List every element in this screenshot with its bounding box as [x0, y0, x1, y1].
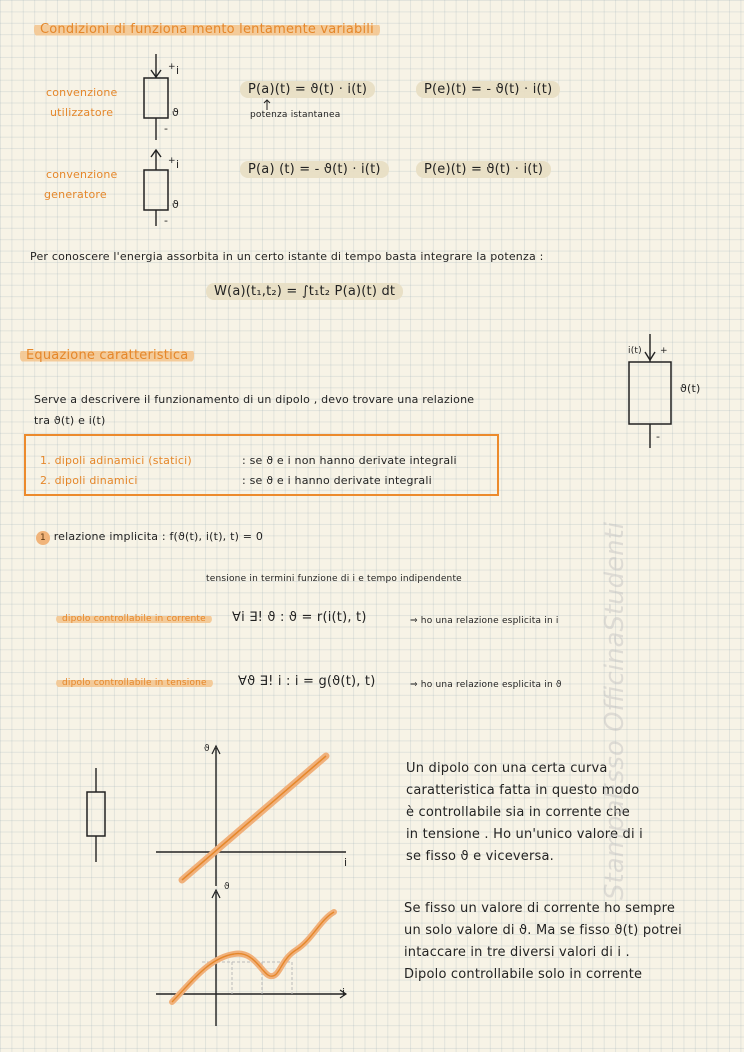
- item1-label: 1. dipoli adinamici (statici): [40, 454, 192, 467]
- section-line1: Serve a descrivere il funzionamento di un dipolo , devo trovare una relazione: [34, 393, 475, 406]
- graph2-description: Se fisso un valore di corrente ho sempre un solo valore di ϑ. Ma se fisso ϑ(t) potrei intaccare in tre diversi valori di i . Dipolo controllabile solo in corrente: [404, 901, 682, 982]
- user-current: i: [176, 64, 180, 77]
- graph1-x-label: i: [344, 856, 348, 869]
- gen-convention-label-2: generatore: [44, 188, 107, 201]
- user-pa-formula: P(a)(t) = ϑ(t) · i(t): [240, 82, 375, 97]
- voltage-ctrl-label: dipolo controllabile in tensione: [56, 678, 213, 688]
- user-convention-label-2: utilizzatore: [50, 106, 114, 119]
- number-badge: 1: [36, 531, 50, 545]
- side-current: i(t): [628, 346, 642, 356]
- item2-label: 2. dipoli dinamici: [40, 474, 138, 487]
- graph2-y-label: ϑ: [224, 882, 230, 892]
- implicit-note: tensione in termini funzione di i e tempo indipendente: [206, 574, 462, 584]
- side-minus: -: [656, 430, 661, 443]
- side-plus: +: [660, 346, 668, 356]
- current-ctrl-note: ⇒ ho una relazione esplicita in i: [410, 616, 559, 626]
- gen-pa-formula: P(a) (t) = - ϑ(t) · i(t): [240, 162, 389, 177]
- gen-convention-label: convenzione: [46, 168, 118, 181]
- watermark: StampaEsso OfficinaStudenti: [600, 521, 630, 900]
- nonlinear-characteristic-graph: [150, 880, 360, 1030]
- user-voltage: ϑ: [172, 106, 180, 119]
- current-ctrl-label: dipolo controllabile in corrente: [56, 614, 212, 624]
- gen-pe-formula: P(e)(t) = ϑ(t) · i(t): [416, 162, 551, 177]
- user-convention-label: convenzione: [46, 86, 118, 99]
- current-ctrl-formula: ∀i ∃! ϑ : ϑ = r(i(t), t): [232, 610, 367, 625]
- gen-minus: -: [164, 214, 169, 227]
- user-plus: +: [168, 62, 176, 72]
- user-pe-formula: P(e)(t) = - ϑ(t) · i(t): [416, 82, 560, 97]
- energy-sentence: Per conoscere l'energia assorbita in un certo istante di tempo basta integrare la potenza :: [30, 250, 544, 263]
- gen-voltage: ϑ: [172, 198, 180, 211]
- page-title: Condizioni di funziona mento lentamente variabili: [34, 22, 380, 37]
- power-note: potenza istantanea: [250, 110, 341, 120]
- gen-plus: +: [168, 156, 176, 166]
- resistor-symbol: [84, 768, 108, 864]
- side-voltage: ϑ(t): [680, 382, 701, 395]
- user-minus: -: [164, 122, 169, 135]
- graph1-description: Un dipolo con una certa curva caratteristica fatta in questo modo è controllabile sia in corrente che in tensione . Ho un'unico valore di i se fisso ϑ e viceversa.: [406, 761, 643, 864]
- item2-text: : se ϑ e i hanno derivate integrali: [242, 474, 432, 487]
- voltage-ctrl-formula: ∀ϑ ∃! i : i = g(ϑ(t), t): [238, 674, 376, 689]
- implicit-relation: [36, 530, 263, 545]
- voltage-ctrl-note: ⇒ ho una relazione esplicita in ϑ: [410, 680, 562, 690]
- linear-characteristic-graph: [150, 740, 360, 890]
- section-title: Equazione caratteristica: [20, 348, 194, 363]
- graph1-y-label: ϑ: [204, 744, 210, 754]
- energy-formula: W(a)(t₁,t₂) = ∫t₁t₂ P(a)(t) dt: [206, 284, 403, 299]
- item1-text: : se ϑ e i non hanno derivate integrali: [242, 454, 457, 467]
- graph2-x-label: i: [342, 986, 346, 999]
- section-line2: tra ϑ(t) e i(t): [34, 414, 106, 427]
- gen-current: i: [176, 158, 180, 171]
- implicit-text: relazione implicita : f(ϑ(t), i(t), t) = 0: [53, 530, 264, 543]
